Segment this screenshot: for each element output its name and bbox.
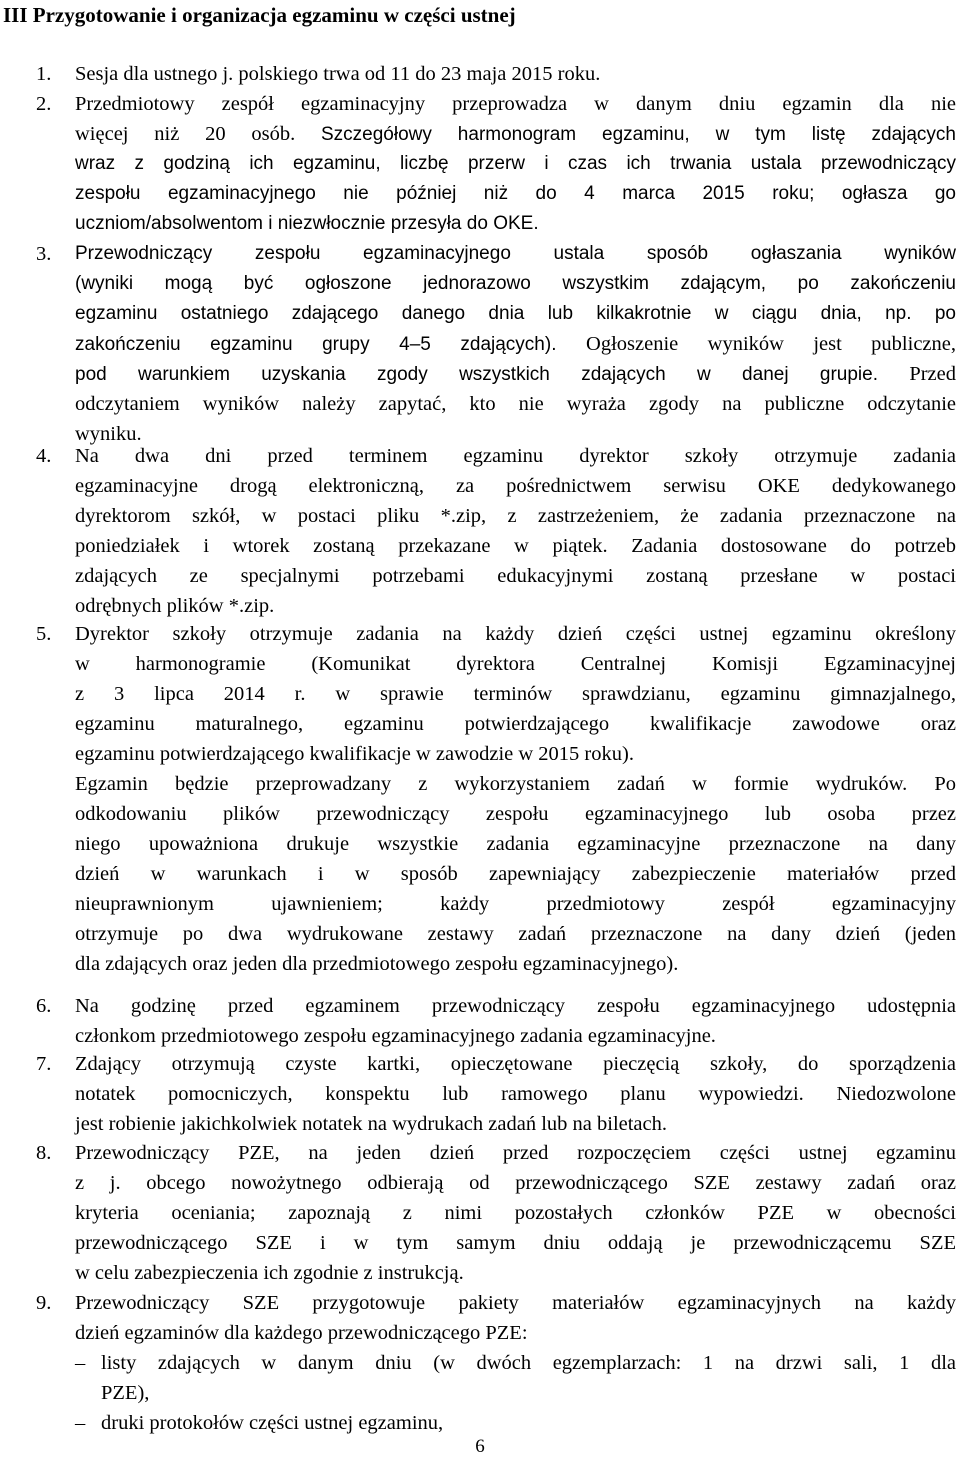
item-line: druki protokołów części ustnej egzaminu, xyxy=(101,1412,444,1434)
dash-bullet: – xyxy=(75,1412,86,1434)
section-heading: III Przygotowanie i organizacja egzaminu w części ustnej xyxy=(3,3,516,27)
item-text xyxy=(75,619,956,979)
item-number: 2. xyxy=(36,93,52,115)
item-line: egzaminacyjne drogą elektroniczną, za pośrednictwem serwisu OKE dedykowanego xyxy=(75,475,956,497)
item-line-serif: Przed xyxy=(909,363,957,385)
item-line: egzaminu ostatniego zdającego danego dnia lub kilkakrotnie w ciągu dnia, np. po xyxy=(75,303,956,324)
item-line: Dyrektor szkoły otrzymuje zadania na każdy dzień części ustnej egzaminu określony xyxy=(75,623,956,645)
item-line-serif: Ogłoszenie wyników jest publiczne, xyxy=(586,333,956,355)
item-line: kryteria oceniania; zapoznają z nimi pozostałych członków PZE w obecności xyxy=(75,1202,956,1224)
item-line: zdających ze specjalnymi potrzebami edukacyjnymi zostaną przesłane w postaci xyxy=(75,565,956,587)
item-number: 3. xyxy=(36,243,52,265)
item-line: PZE), xyxy=(101,1382,150,1404)
item-text xyxy=(75,59,956,89)
item-text xyxy=(75,239,956,449)
item-line: egzaminu potwierdzającego kwalifikacje w zawodzie w 2015 roku). xyxy=(75,743,634,765)
item-line: z j. obcego nowożytnego odbierają od przewodniczącego SZE zestawy zadań oraz xyxy=(75,1172,956,1194)
item-line-mixed xyxy=(75,359,956,389)
item-number: 1. xyxy=(36,63,52,85)
item-line: uczniom/absolwentom i niezwłocznie przesyła do OKE. xyxy=(75,213,539,234)
item-line: odczytaniem wyników należy zapytać, kto nie wyraża zgody na publiczne odczytanie xyxy=(75,393,956,415)
item-line: wraz z godziną ich egzaminu, liczbę przerw i czas ich trwania ustala przewodniczący xyxy=(75,153,956,174)
item-line: dzień egzaminów dla każdego przewodniczącego PZE: xyxy=(75,1322,528,1344)
item-line: egzaminu maturalnego, egzaminu potwierdzającego kwalifikacje zawodowe oraz xyxy=(75,713,956,735)
item-line: odkodowaniu plików przewodniczący zespołu egzaminacyjnego lub osoba przez xyxy=(75,803,956,825)
item-text xyxy=(75,1288,956,1348)
item-number: 4. xyxy=(36,445,52,467)
item-line: Na dwa dni przed terminem egzaminu dyrektor szkoły otrzymuje zadania xyxy=(75,445,956,467)
item-line-mixed xyxy=(75,119,956,149)
item-line: Zdający otrzymują czyste kartki, opieczętowane pieczęcią szkoły, do sporządzenia xyxy=(75,1053,956,1075)
item-line: Egzamin będzie przeprowadzany z wykorzystaniem zadań w formie wydruków. Po xyxy=(75,773,956,795)
item-line-sans: Szczegółowy harmonogram egzaminu, w tym listę zdających xyxy=(321,124,956,145)
item-text xyxy=(75,441,956,621)
item-line: wyniku. xyxy=(75,423,142,445)
item-line: (wyniki mogą być ogłoszone jednorazowo wszystkim zdającym, po zakończeniu xyxy=(75,273,956,294)
item-line-start: pod warunkiem uzyskania zgody wszystkich zdających w danej grupie. xyxy=(75,364,878,385)
item-line: w harmonogramie (Komunikat dyrektora Centralnej Komisji Egzaminacyjnej xyxy=(75,653,956,675)
item-number: 5. xyxy=(36,623,52,645)
item-line: odrębnych plików *.zip. xyxy=(75,595,275,617)
item-number: 9. xyxy=(36,1292,52,1314)
dash-item-text xyxy=(101,1348,956,1408)
item-line: listy zdających w danym dniu (w dwóch egzemplarzach: 1 na drzwi sali, 1 dla xyxy=(101,1352,956,1374)
item-line: Na godzinę przed egzaminem przewodniczący zespołu egzaminacyjnego udostępnia xyxy=(75,995,956,1017)
item-text xyxy=(75,89,956,239)
item-text xyxy=(75,1138,956,1288)
item-line: przewodniczącego SZE i w tym samym dniu oddają je przewodniczącemu SZE xyxy=(75,1232,956,1254)
item-number: 8. xyxy=(36,1142,52,1164)
item-line: dla zdających oraz jeden dla przedmiotowego zespołu egzaminacyjnego). xyxy=(75,953,679,975)
item-line: Przewodniczący zespołu egzaminacyjnego ustala sposób ogłaszania wyników xyxy=(75,243,956,264)
item-line: otrzymuje po dwa wydrukowane zestawy zadań przeznaczone na dany dzień (jeden xyxy=(75,923,956,945)
item-line: jest robienie jakichkolwiek notatek na wydrukach zadań lub na biletach. xyxy=(75,1113,668,1135)
item-text xyxy=(75,1049,956,1139)
item-line-start: więcej niż 20 osób. xyxy=(75,123,296,145)
item-line: niego upoważniona drukuje wszystkie zadania egzaminacyjne przeznaczone na dany xyxy=(75,833,956,855)
item-line: Sesja dla ustnego j. polskiego trwa od 11 do 23 maja 2015 roku. xyxy=(75,63,601,85)
item-line: z 3 lipca 2014 r. w sprawie terminów sprawdzianu, egzaminu gimnazjalnego, xyxy=(75,683,956,705)
item-number: 6. xyxy=(36,995,52,1017)
item-line: nieuprawnionym ujawnieniem; każdy przedmiotowy zespół egzaminacyjny xyxy=(75,893,956,915)
item-line: w celu zabezpieczenia ich zgodnie z instrukcją. xyxy=(75,1262,464,1284)
item-line: Przewodniczący SZE przygotowuje pakiety materiałów egzaminacyjnych na każdy xyxy=(75,1292,956,1314)
item-line: dyrektorom szkół, w postaci pliku *.zip, z zastrzeżeniem, że zadania przeznaczone na xyxy=(75,505,956,527)
item-number: 7. xyxy=(36,1053,52,1075)
item-line: Przewodniczący PZE, na jeden dzień przed rozpoczęciem części ustnej egzaminu xyxy=(75,1142,956,1164)
item-line-mixed xyxy=(75,329,956,359)
item-text xyxy=(75,991,956,1051)
item-line: poniedziałek i wtorek zostaną przekazane w piątek. Zadania dostosowane do potrzeb xyxy=(75,535,956,557)
item-line: Przedmiotowy zespół egzaminacyjny przeprowadza w danym dniu egzamin dla nie xyxy=(75,93,956,115)
dash-bullet: – xyxy=(75,1352,86,1374)
page-number: 6 xyxy=(475,1436,485,1457)
item-line: notatek pomocniczych, konspektu lub ramowego planu wypowiedzi. Niedozwolone xyxy=(75,1083,956,1105)
item-line: członkom przedmiotowego zespołu egzaminacyjnego zadania egzaminacyjne. xyxy=(75,1025,716,1047)
item-line-start: zakończeniu egzaminu grupy 4–5 zdających). xyxy=(75,334,557,355)
item-line: dzień w warunkach i w sposób zapewniający zabezpieczenie materiałów przed xyxy=(75,863,956,885)
item-line: zespołu egzaminacyjnego nie później niż do 4 marca 2015 roku; ogłasza go xyxy=(75,183,956,204)
